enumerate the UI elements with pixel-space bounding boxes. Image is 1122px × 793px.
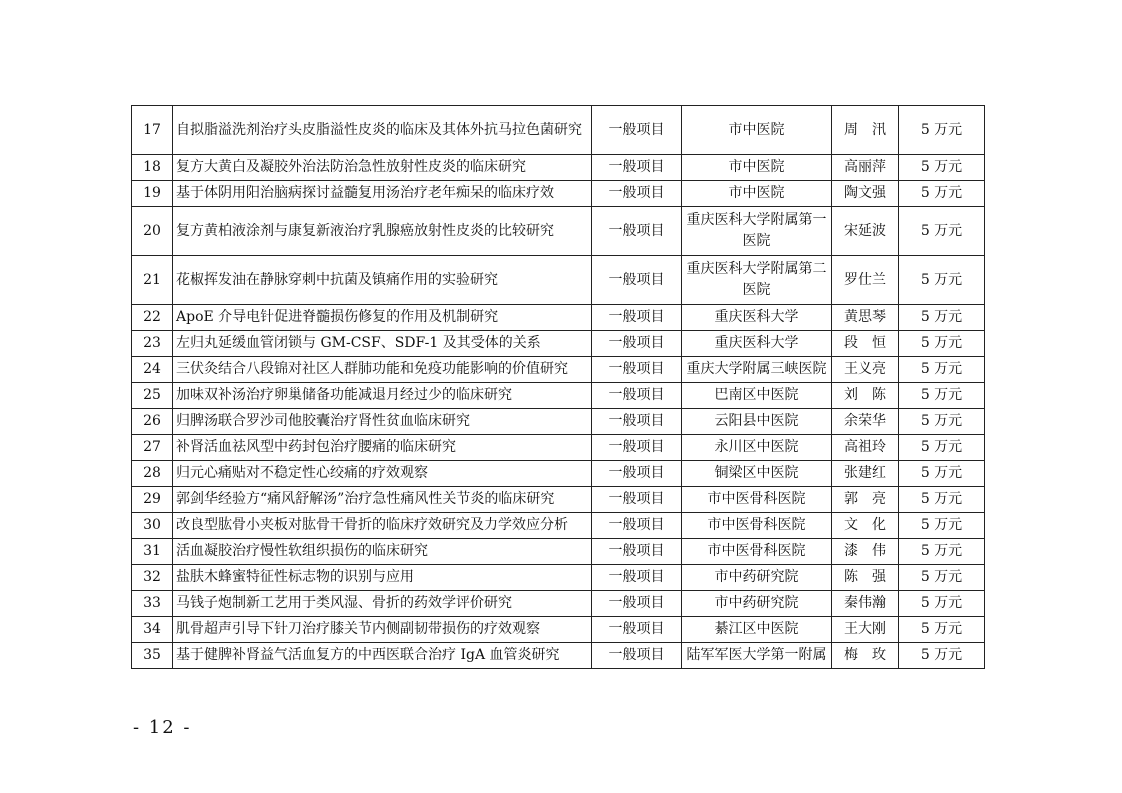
funding-amount: 5 万元: [899, 539, 985, 565]
table-row: [132, 106, 985, 155]
host-unit: 重庆医科大学: [682, 331, 832, 357]
project-title: 马钱子炮制新工艺用于类风湿、骨折的药效学评价研究: [173, 591, 592, 617]
project-title: 郭剑华经验方“痛风舒解汤”治疗急性痛风性关节炎的临床研究: [173, 487, 592, 513]
row-number: 31: [132, 539, 173, 565]
row-number: 22: [132, 305, 173, 331]
table-row: [132, 357, 985, 383]
funding-amount: 5 万元: [899, 383, 985, 409]
table-row: [132, 155, 985, 181]
project-type: 一般项目: [592, 357, 682, 383]
row-number: 24: [132, 357, 173, 383]
project-title: ApoE 介导电针促进脊髓损伤修复的作用及机制研究: [173, 305, 592, 331]
row-number: 20: [132, 207, 173, 256]
table-row: [132, 539, 985, 565]
principal-investigator: 罗仕兰: [832, 256, 899, 305]
table-row: [132, 617, 985, 643]
host-unit: 永川区中医院: [682, 435, 832, 461]
project-title: 活血凝胶治疗慢性软组织损伤的临床研究: [173, 539, 592, 565]
table-row: [132, 565, 985, 591]
host-unit: 重庆医科大学: [682, 305, 832, 331]
host-unit: 市中医院: [682, 155, 832, 181]
project-title: 盐肤木蜂蜜特征性标志物的识别与应用: [173, 565, 592, 591]
row-number: 29: [132, 487, 173, 513]
project-title: 归元心痛贴对不稳定性心绞痛的疗效观察: [173, 461, 592, 487]
project-type: 一般项目: [592, 513, 682, 539]
project-type: 一般项目: [592, 106, 682, 155]
project-table: [131, 105, 985, 669]
table-row: [132, 409, 985, 435]
table-row: [132, 643, 985, 669]
host-unit: 巴南区中医院: [682, 383, 832, 409]
project-table-body: [132, 106, 985, 669]
host-unit: 重庆大学附属三峡医院: [682, 357, 832, 383]
host-unit: 重庆医科大学附属第一医院: [682, 207, 832, 256]
project-title: 肌骨超声引导下针刀治疗膝关节内侧副韧带损伤的疗效观察: [173, 617, 592, 643]
funding-amount: 5 万元: [899, 207, 985, 256]
funding-amount: 5 万元: [899, 617, 985, 643]
funding-amount: 5 万元: [899, 643, 985, 669]
row-number: 30: [132, 513, 173, 539]
row-number: 19: [132, 181, 173, 207]
row-number: 35: [132, 643, 173, 669]
table-row: [132, 181, 985, 207]
row-number: 17: [132, 106, 173, 155]
host-unit: 陆军军医大学第一附属: [682, 643, 832, 669]
funding-amount: 5 万元: [899, 256, 985, 305]
principal-investigator: 余荣华: [832, 409, 899, 435]
row-number: 23: [132, 331, 173, 357]
principal-investigator: 漆 伟: [832, 539, 899, 565]
principal-investigator: 张建红: [832, 461, 899, 487]
project-title: 补肾活血祛风型中药封包治疗腰痛的临床研究: [173, 435, 592, 461]
host-unit: 市中医院: [682, 181, 832, 207]
funding-amount: 5 万元: [899, 435, 985, 461]
table-row: [132, 461, 985, 487]
project-title: 基于健脾补肾益气活血复方的中西医联合治疗 IgA 血管炎研究: [173, 643, 592, 669]
funding-amount: 5 万元: [899, 357, 985, 383]
funding-amount: 5 万元: [899, 461, 985, 487]
host-unit: 铜梁区中医院: [682, 461, 832, 487]
table-row: [132, 383, 985, 409]
project-title: 花椒挥发油在静脉穿刺中抗菌及镇痛作用的实验研究: [173, 256, 592, 305]
funding-amount: 5 万元: [899, 487, 985, 513]
project-title: 加味双补汤治疗卵巢储备功能减退月经过少的临床研究: [173, 383, 592, 409]
row-number: 34: [132, 617, 173, 643]
project-type: 一般项目: [592, 305, 682, 331]
funding-amount: 5 万元: [899, 155, 985, 181]
table-row: [132, 487, 985, 513]
principal-investigator: 宋延波: [832, 207, 899, 256]
row-number: 25: [132, 383, 173, 409]
table-row: [132, 331, 985, 357]
table-row: [132, 207, 985, 256]
project-type: 一般项目: [592, 591, 682, 617]
host-unit: 市中医骨科医院: [682, 513, 832, 539]
table-row: [132, 513, 985, 539]
host-unit: 市中医骨科医院: [682, 487, 832, 513]
project-title: 改良型肱骨小夹板对肱骨干骨折的临床疗效研究及力学效应分析: [173, 513, 592, 539]
project-title: 基于体阴用阳治脑病探讨益髓复用汤治疗老年痴呆的临床疗效: [173, 181, 592, 207]
project-title: 归脾汤联合罗沙司他胶囊治疗肾性贫血临床研究: [173, 409, 592, 435]
principal-investigator: 段 恒: [832, 331, 899, 357]
host-unit: 市中药研究院: [682, 591, 832, 617]
project-type: 一般项目: [592, 435, 682, 461]
principal-investigator: 高丽萍: [832, 155, 899, 181]
project-title: 自拟脂溢洗剂治疗头皮脂溢性皮炎的临床及其体外抗马拉色菌研究: [173, 106, 592, 155]
principal-investigator: 秦伟瀚: [832, 591, 899, 617]
row-number: 21: [132, 256, 173, 305]
host-unit: 重庆医科大学附属第二医院: [682, 256, 832, 305]
principal-investigator: 周 汛: [832, 106, 899, 155]
project-title: 左归丸延缓血管闭锁与 GM-CSF、SDF-1 及其受体的关系: [173, 331, 592, 357]
funding-amount: 5 万元: [899, 106, 985, 155]
page-number: - 12 -: [133, 717, 192, 738]
project-type: 一般项目: [592, 617, 682, 643]
funding-amount: 5 万元: [899, 305, 985, 331]
project-type: 一般项目: [592, 565, 682, 591]
table-row: [132, 256, 985, 305]
principal-investigator: 郭 亮: [832, 487, 899, 513]
host-unit: 市中医骨科医院: [682, 539, 832, 565]
project-type: 一般项目: [592, 181, 682, 207]
project-type: 一般项目: [592, 207, 682, 256]
project-title: 三伏灸结合八段锦对社区人群肺功能和免疫功能影响的价值研究: [173, 357, 592, 383]
row-number: 27: [132, 435, 173, 461]
principal-investigator: 高祖玲: [832, 435, 899, 461]
funding-amount: 5 万元: [899, 331, 985, 357]
funding-amount: 5 万元: [899, 513, 985, 539]
project-type: 一般项目: [592, 409, 682, 435]
principal-investigator: 陶文强: [832, 181, 899, 207]
principal-investigator: 梅 玫: [832, 643, 899, 669]
project-type: 一般项目: [592, 383, 682, 409]
principal-investigator: 王义亮: [832, 357, 899, 383]
project-type: 一般项目: [592, 331, 682, 357]
row-number: 33: [132, 591, 173, 617]
principal-investigator: 陈 强: [832, 565, 899, 591]
row-number: 26: [132, 409, 173, 435]
table-row: [132, 305, 985, 331]
host-unit: 綦江区中医院: [682, 617, 832, 643]
principal-investigator: 王大刚: [832, 617, 899, 643]
project-type: 一般项目: [592, 256, 682, 305]
host-unit: 市中药研究院: [682, 565, 832, 591]
principal-investigator: 黄思琴: [832, 305, 899, 331]
funding-amount: 5 万元: [899, 181, 985, 207]
project-title: 复方黄柏液涂剂与康复新液治疗乳腺癌放射性皮炎的比较研究: [173, 207, 592, 256]
principal-investigator: 刘 陈: [832, 383, 899, 409]
funding-amount: 5 万元: [899, 565, 985, 591]
funding-amount: 5 万元: [899, 409, 985, 435]
project-type: 一般项目: [592, 539, 682, 565]
project-type: 一般项目: [592, 155, 682, 181]
table-row: [132, 435, 985, 461]
table-row: [132, 591, 985, 617]
row-number: 28: [132, 461, 173, 487]
project-type: 一般项目: [592, 643, 682, 669]
row-number: 32: [132, 565, 173, 591]
row-number: 18: [132, 155, 173, 181]
host-unit: 云阳县中医院: [682, 409, 832, 435]
principal-investigator: 文 化: [832, 513, 899, 539]
host-unit: 市中医院: [682, 106, 832, 155]
project-type: 一般项目: [592, 487, 682, 513]
project-title: 复方大黄白及凝胶外治法防治急性放射性皮炎的临床研究: [173, 155, 592, 181]
funding-amount: 5 万元: [899, 591, 985, 617]
project-type: 一般项目: [592, 461, 682, 487]
